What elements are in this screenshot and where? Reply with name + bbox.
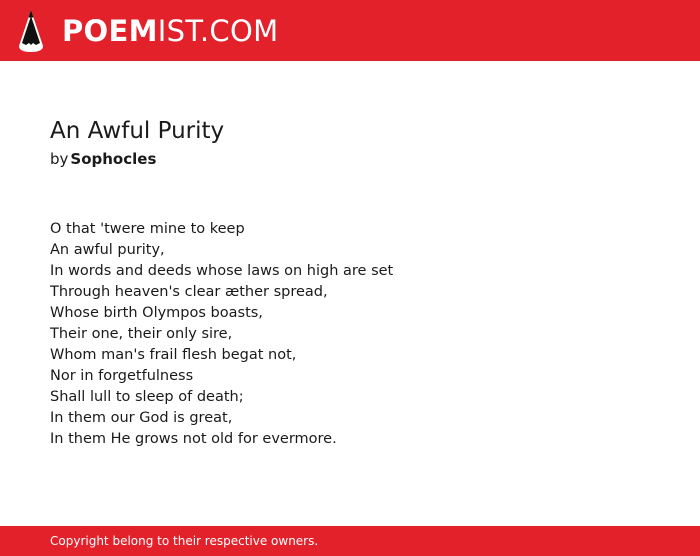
poem-line: Whom man's frail flesh begat not,: [50, 347, 297, 363]
by-label: by: [50, 150, 69, 168]
brand-light-text: IST.COM: [157, 14, 279, 48]
poem-line: An awful purity,: [50, 242, 165, 258]
copyright-notice: Copyright belong to their respective owners.: [50, 534, 319, 548]
poem-byline: [50, 149, 156, 169]
pencil-tip-icon[interactable]: [18, 10, 44, 52]
poem-line: Shall lull to sleep of death;: [50, 389, 244, 405]
poem-line: In them our God is great,: [50, 410, 233, 426]
poem-title: An Awful Purity: [50, 118, 225, 144]
poem-line: Whose birth Olympos boasts,: [50, 305, 263, 321]
brand-bold-text: POEM: [62, 14, 158, 48]
poem-body: [50, 219, 650, 450]
poem-line: O that 'twere mine to keep: [50, 221, 245, 237]
poem-line: Through heaven's clear æther spread,: [50, 284, 328, 300]
poem-author: Sophocles: [70, 150, 157, 168]
poem-line: Nor in forgetfulness: [50, 368, 194, 384]
brand-wordmark[interactable]: [62, 14, 278, 48]
poem-line: In them He grows not old for evermore.: [50, 431, 337, 447]
site-footer: [0, 526, 700, 556]
site-header: [0, 0, 700, 61]
poem-line: In words and deeds whose laws on high are set: [50, 263, 394, 279]
poem-line: Their one, their only sire,: [50, 326, 233, 342]
